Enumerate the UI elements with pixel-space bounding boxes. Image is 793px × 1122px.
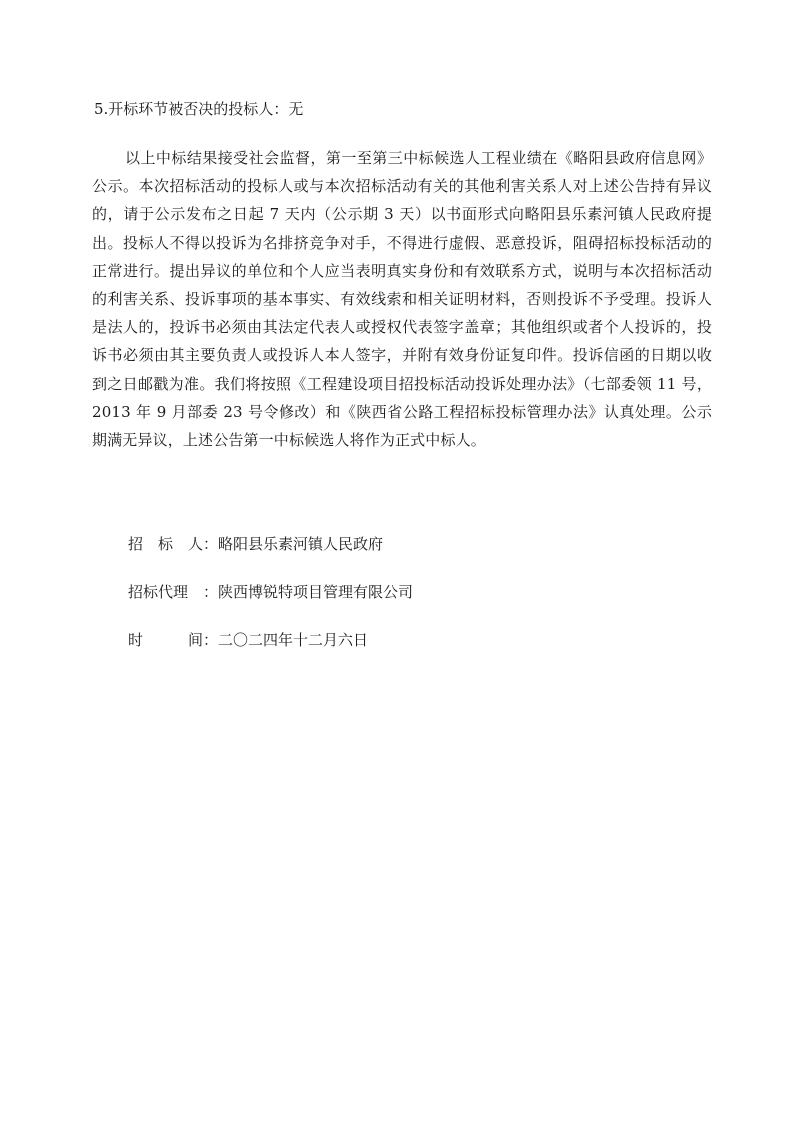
tenderer-separator: ：: [203, 535, 219, 553]
agent-separator: ：: [203, 583, 219, 601]
notice-paragraph: 以上中标结果接受社会监督，第一至第三中标候选人工程业绩在《略阳县政府信息网》公示。本次招标活动的投标人或与本次招标活动有关的其他利害关系人对上述公告持有异议的，请于公示发布之日起 7 天内（公示期 3 天）以书面形式向略阳县乐素河镇人民政府提出。投标人不得以投诉为名排挤竞争对手，不得进行虚假、恶意投诉，阻碍招标投标活动的正常进行。提出异议的单位和个人应当表明真实身份和有效联系方式，说明与本次招标活动的利害关系、投诉事项的基本事实、有效线索和相关证明材料，否则投诉不予受理。投诉人是法人的，投诉书必须由其法定代表人或授权代表签字盖章；其他组织或者个人投诉的，投诉书必须由其主要负责人或投诉人本人签字，并附有效身份证复印件。投诉信函的日期以收到之日邮戳为准。我们将按照《工程建设项目招投标活动投诉处理办法》（七部委领 11 号，2013 年 9 月部委 23 号令修改）和《陕西省公路工程招标投标管理办法》认真处理。公示期满无异议，上述公告第一中标候选人将作为正式中标人。: [92, 149, 712, 450]
tenderer-value: 略阳县乐素河镇人民政府: [218, 535, 384, 553]
date-value: 二〇二四年十二月六日: [218, 631, 369, 649]
section-heading: 5.开标环节被否决的投标人：无: [94, 100, 304, 118]
agent-label: 招标代理: [128, 583, 189, 601]
date-separator: ：: [203, 631, 219, 649]
agent-value: 陕西博锐特项目管理有限公司: [218, 583, 414, 601]
agent-line: [128, 582, 413, 602]
date-label: 时 间: [128, 631, 203, 649]
tenderer-line: [128, 534, 383, 554]
tenderer-label: 招 标 人: [128, 535, 203, 553]
date-line: [128, 630, 368, 650]
